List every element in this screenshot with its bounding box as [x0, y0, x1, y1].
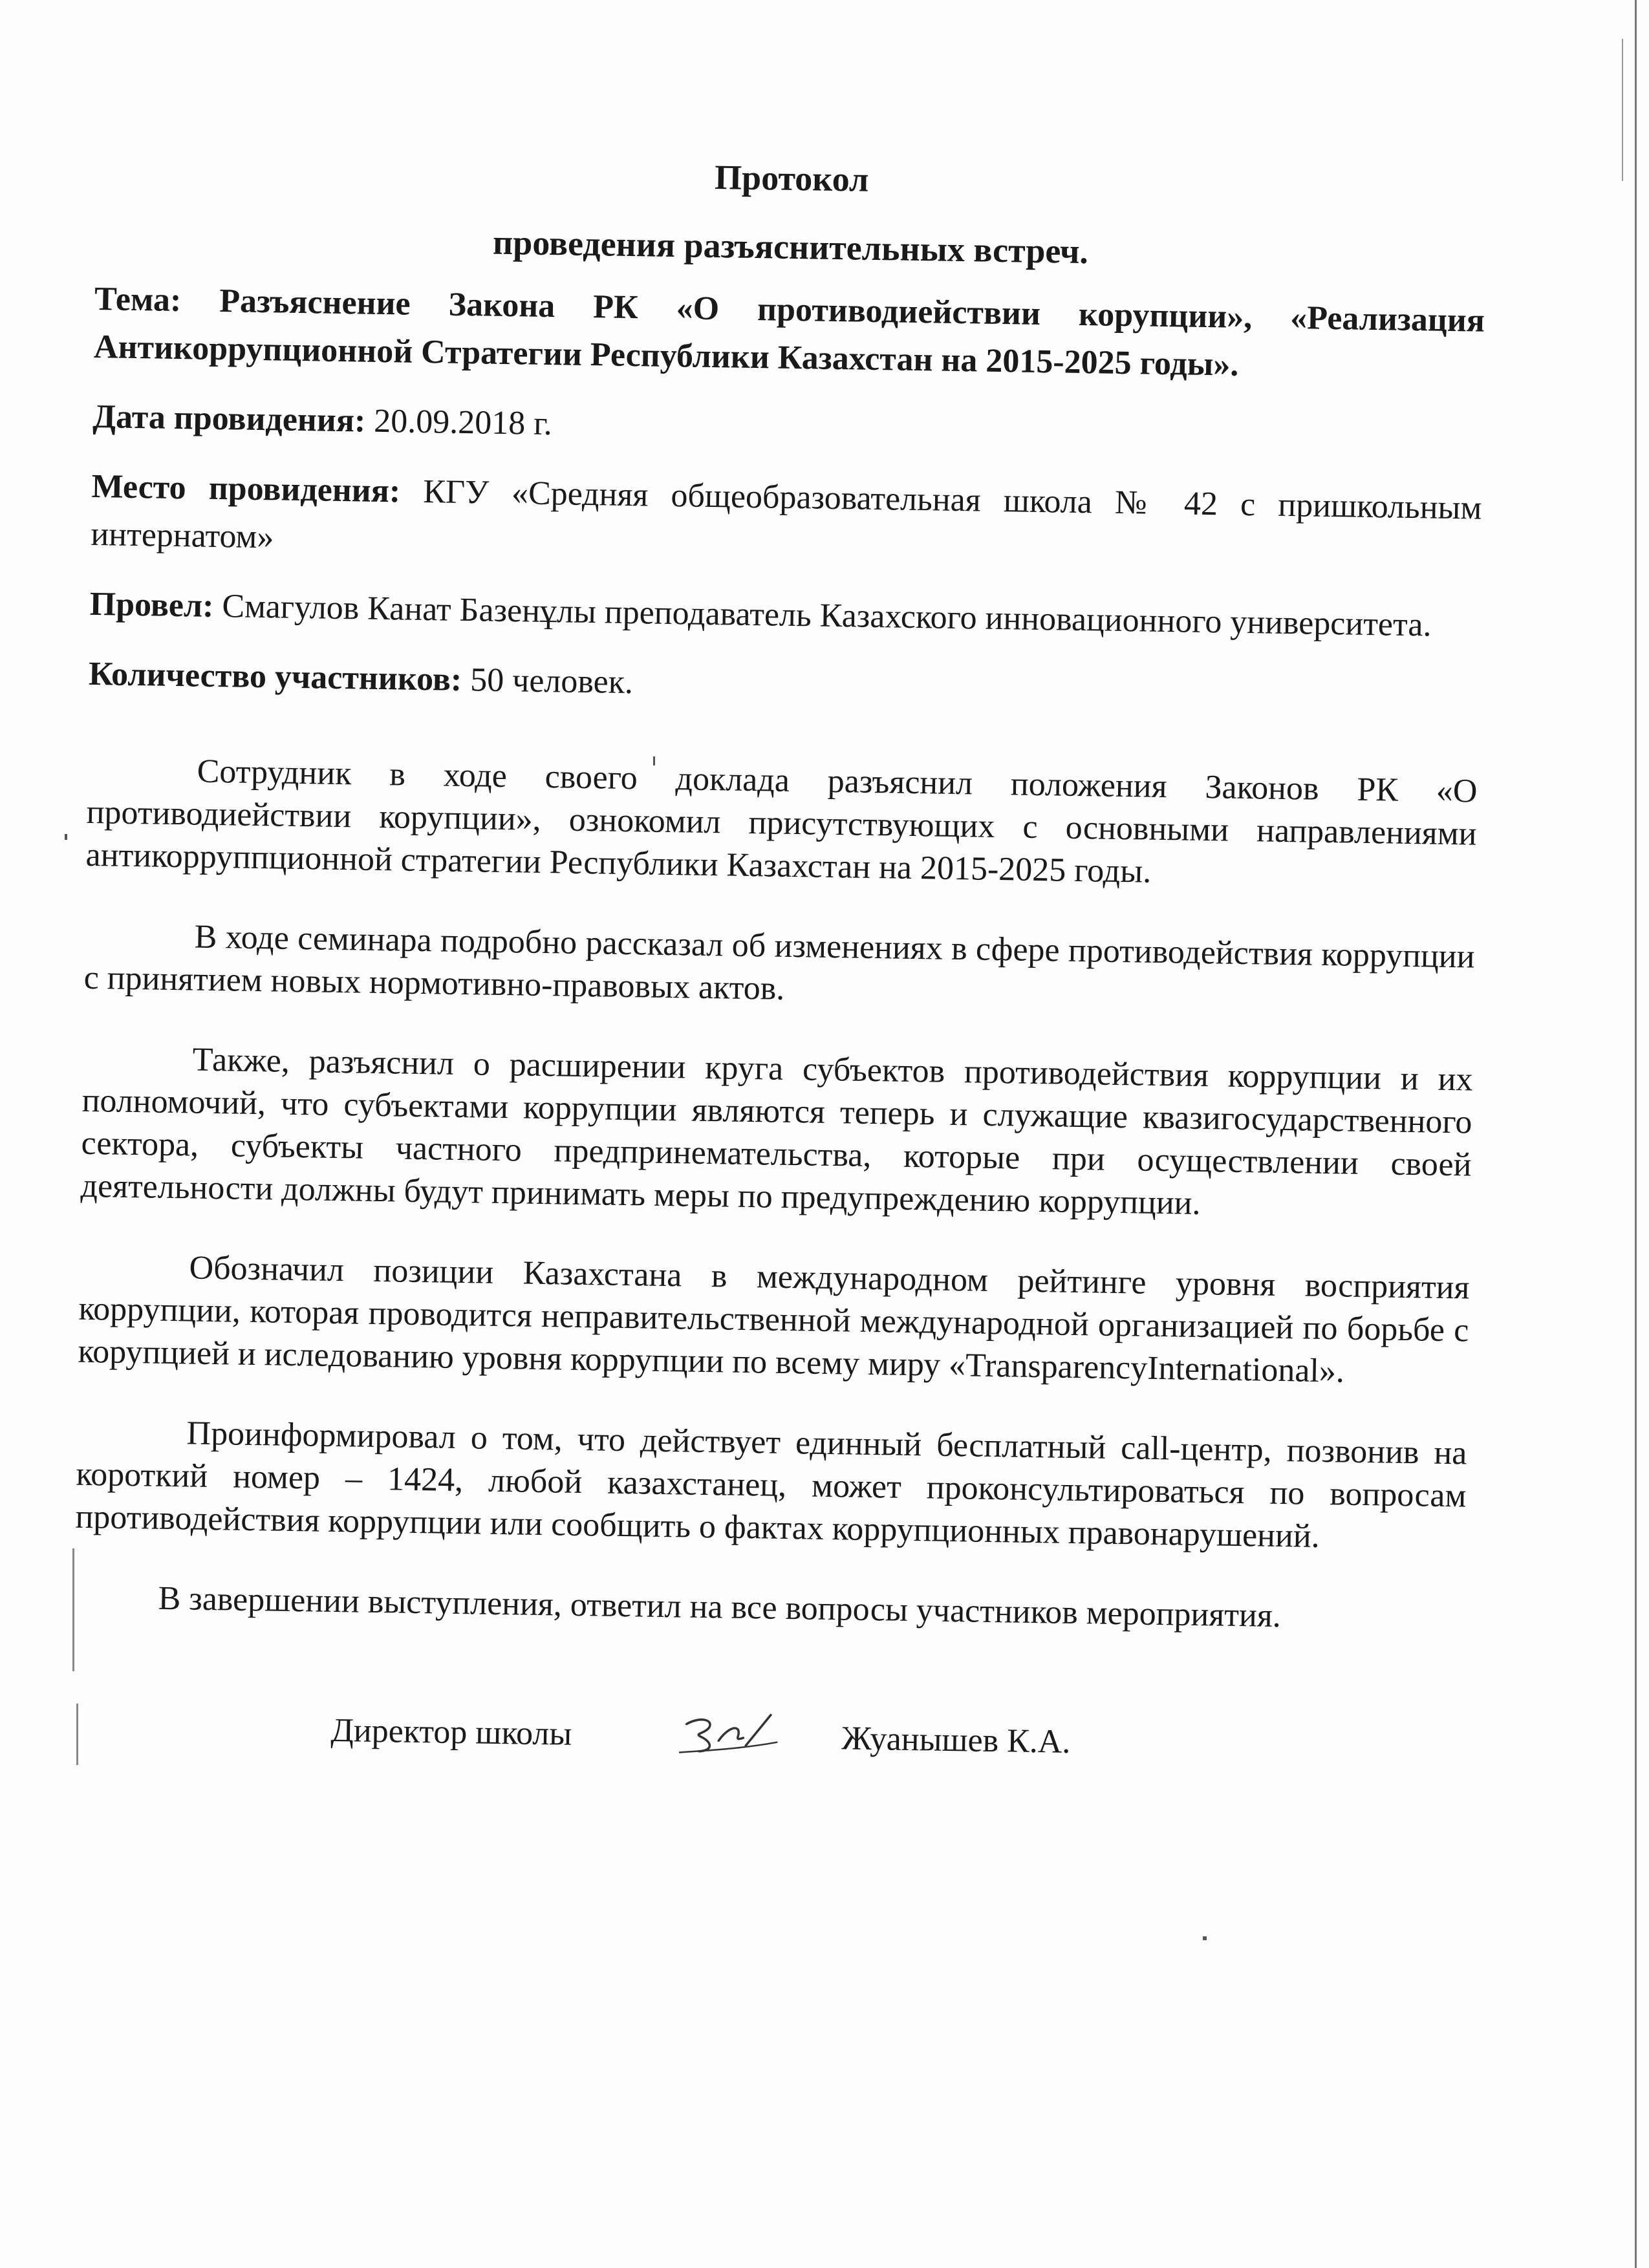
place-value: КГУ «Средняя общеобразовательная школа № 42 с пришкольным интернатом» [91, 473, 1482, 556]
date-value: 20.09.2018 г. [373, 402, 553, 443]
paragraph: Проинформировал о том, что действует единный бесплатный call-центр, позвонив на короткий номер – 1424, любой казахстанец, может проконсультироваться по вопросам противодействия коррупции или сообщить о фактах коррупционных правонарушений. [75, 1415, 1467, 1555]
paragraph: Сотрудник в ходе своего доклада разъяснил положения Законов РК «О противодиействии корупции», ознокомил присутствующих с основными направлениями антикорруппционной стратегии Республики Казахстан на 2015-2025 годы. [85, 753, 1478, 890]
topic-value: Разъяснение Закона РК «О противодиействии корупции», «Реализация Антикоррупционной Стратегии Республики Казахстан на 2015-2025 годы». [93, 283, 1485, 383]
document-body [72, 142, 1487, 1782]
topic-label: Тема: [94, 280, 182, 319]
participants-value: 50 человек. [469, 661, 634, 701]
scan-edge-mark [1635, 0, 1637, 2268]
paragraph: Также, разъяснил о расширении круга субъектов противодействия коррупции и их полномочий, что субъектами коррупции являются теперь и служащие квазигосударственного сектора, субъекты частного предпринемательства, которые при осуществлении своей деятельности должны будут принимать меры по предупреждению коррупции. [80, 1041, 1473, 1223]
document-title: Протокол [714, 158, 869, 199]
place-line [91, 463, 1482, 581]
signature-name: Жуанышев К.А. [841, 1720, 1071, 1760]
paragraph: В ходе семинара подробно рассказал об изменениях в сфере противодействия коррупции с принятием новых нормотивно-правовых актов. [83, 918, 1475, 1007]
place-label: Место провидения: [91, 467, 401, 510]
participants-line [88, 650, 1479, 720]
signature-block [72, 1703, 1463, 1783]
paragraph: Обозначил позиции Казахстана в международном рейтинге уровня восприятия коррупции, которая проводится неправительственной международной организацией по борьбе с корупцией и иследованию уровня коррупции по всему миру «TransparencyInternational». [78, 1249, 1470, 1390]
signature-role: Директор школы [330, 1711, 572, 1753]
participants-label: Количество участников: [88, 655, 462, 698]
scan-speck [1203, 1936, 1207, 1940]
scan-speck [65, 834, 67, 840]
document-subtitle: проведения разъяснительных встреч. [492, 222, 1089, 272]
date-label: Дата провидения: [92, 398, 366, 440]
scan-edge-mark [1622, 39, 1623, 181]
conducted-line [89, 581, 1480, 650]
conducted-label: Провел: [89, 585, 214, 625]
handwritten-signature [673, 1704, 784, 1758]
topic-line [93, 275, 1485, 393]
date-line [92, 393, 1483, 463]
conducted-value: Смагулов Канат Базенұлы преподаватель Казахского инновационного университета. [222, 588, 1432, 644]
paragraph: В завершении выступления, ответил на все вопросы участников мероприятия. [158, 1579, 1282, 1635]
